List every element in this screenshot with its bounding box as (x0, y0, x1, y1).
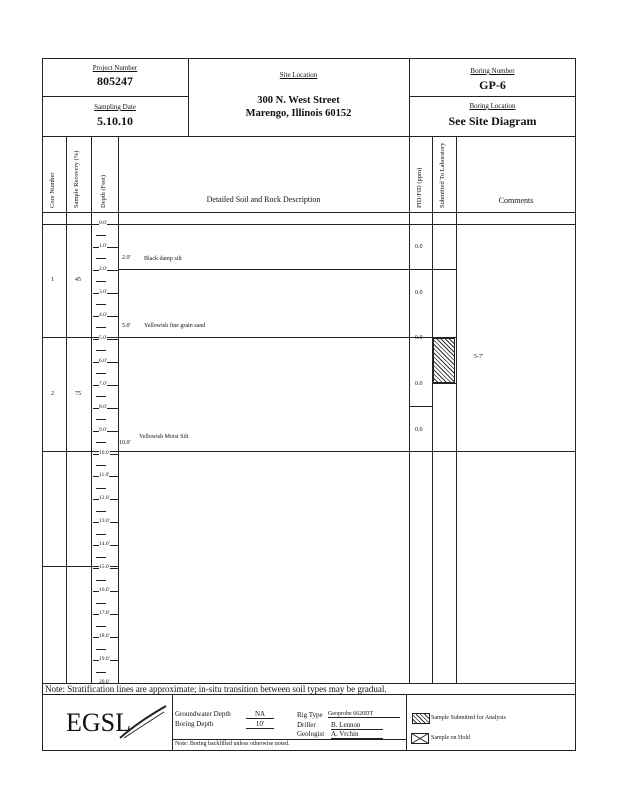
depth-tick (96, 580, 106, 581)
column-pid: PID/FID (ppm) (416, 167, 423, 208)
depth-label: 14.0' (99, 541, 110, 548)
depth-tick (96, 327, 106, 328)
depth-tick (96, 511, 106, 512)
column-description: Detailed Soil and Rock Description (206, 195, 321, 204)
layer-depth: 10.0' (119, 440, 131, 446)
rig-type-label: Rig Type (297, 711, 323, 719)
depth-label: 2.0' (99, 265, 107, 272)
layer-depth: 5.0' (122, 323, 131, 329)
depth-tick (96, 304, 106, 305)
depth-tick (96, 465, 106, 466)
core-number: 2 (51, 391, 54, 397)
depth-tick (96, 258, 106, 259)
depth-tick (96, 603, 106, 604)
boring-location-label: Boring Location (469, 102, 516, 110)
groundwater-label: Groundwater Depth (175, 710, 231, 718)
depth-label: 5.0' (99, 334, 107, 341)
geologist-label: Geologist (297, 730, 325, 738)
sampling-date-label: Sampling Date (94, 103, 136, 111)
groundwater-value: NA (246, 710, 274, 719)
pid-reading: 0.0 (415, 427, 423, 433)
depth-tick (96, 672, 106, 673)
logo-swoosh-icon (118, 702, 168, 742)
depth-label: 18.0' (99, 633, 110, 640)
pid-reading: 0.0 (415, 244, 423, 250)
site-address-line1: 300 N. West Street (257, 95, 340, 106)
depth-tick (96, 557, 106, 558)
submitted-sample-marker (433, 338, 455, 383)
legend-hold-icon (411, 733, 429, 744)
footer-note-backfill: Note: Boring backfilled unless otherwise noted. (175, 741, 290, 747)
depth-tick (96, 396, 106, 397)
boring-log-form (42, 58, 576, 751)
pid-reading: 0.0 (415, 290, 423, 296)
driller-value: B. Lennon (331, 721, 383, 730)
depth-label: 12.0' (99, 495, 110, 502)
depth-tick (96, 442, 106, 443)
legend-submitted-label: Sample Submitted for Analysis (431, 715, 506, 721)
layer-description: Yellowish fine grain sand (144, 323, 206, 329)
column-core-number: Core Number (49, 172, 56, 208)
depth-label: 11.0' (99, 472, 110, 479)
footer-note: Note: Stratification lines are approximate; in-situ transition between soil types may be gradual. (45, 684, 387, 694)
depth-label: 3.0' (99, 288, 107, 295)
depth-tick (96, 649, 106, 650)
column-depth: Depth (Feet) (100, 174, 107, 208)
strat-line (118, 337, 409, 338)
depth-label: 7.0' (99, 380, 107, 387)
column-submitted: Submitted To Laboratory (439, 142, 446, 208)
driller-label: Driller (297, 721, 316, 729)
depth-label: 0.0' (99, 220, 107, 226)
sampling-date: 5.10.10 (97, 114, 133, 128)
site-location-label: Site Location (279, 71, 318, 79)
site-address-line2: Marengo, Illinois 60152 (245, 108, 352, 119)
depth-label: 13.0' (99, 518, 110, 525)
boring-number: GP-6 (479, 78, 506, 92)
rig-type-value: Geoprobe 6620DT (328, 711, 400, 718)
pid-reading: 0.0 (415, 381, 423, 387)
depth-label: 16.0' (99, 587, 110, 594)
strat-line (118, 269, 409, 270)
depth-tick (96, 534, 106, 535)
column-sample-recovery: Sample Recovery (%) (73, 150, 80, 208)
core-number: 1 (51, 277, 54, 283)
depth-tick (96, 350, 106, 351)
depth-tick (96, 373, 106, 374)
depth-label: 15.0' (99, 564, 110, 571)
column-comments: Comments (498, 196, 534, 205)
core-recovery: 45 (75, 277, 81, 283)
legend-submitted-icon (412, 713, 430, 724)
depth-label: 10.0' (99, 449, 110, 456)
core-recovery: 75 (75, 391, 81, 397)
depth-label: 20.0' (99, 679, 110, 685)
boring-depth-value: 10' (246, 720, 274, 729)
depth-label: 6.0' (99, 357, 107, 364)
egsl-logo: EGSL (66, 708, 131, 737)
geologist-value: A. Vrchin (331, 730, 383, 739)
comment-text: 5-7' (474, 354, 484, 360)
depth-tick (96, 235, 106, 236)
boring-number-label: Boring Number (470, 67, 515, 75)
depth-label: 4.0' (99, 311, 107, 318)
depth-label: 19.0' (99, 656, 110, 663)
layer-description: Yellowish Moist Silt (139, 434, 189, 440)
depth-tick (96, 626, 106, 627)
strat-line (118, 451, 576, 452)
boring-depth-label: Boring Depth (175, 720, 214, 728)
depth-tick (96, 281, 106, 282)
depth-label: 8.0' (99, 403, 107, 410)
depth-tick (96, 488, 106, 489)
legend-hold-label: Sample on Hold (431, 735, 470, 741)
boring-location: See Site Diagram (448, 114, 537, 128)
depth-label: 9.0' (99, 426, 107, 433)
depth-label: 1.0' (99, 242, 107, 249)
project-number: 805247 (97, 74, 133, 88)
depth-label: 17.0' (99, 610, 110, 617)
layer-depth: 2.0' (122, 255, 131, 261)
layer-description: Black damp silt (144, 256, 182, 262)
project-number-label: Project Number (92, 64, 138, 72)
depth-tick (96, 419, 106, 420)
pid-reading: 0.0 (415, 335, 423, 341)
